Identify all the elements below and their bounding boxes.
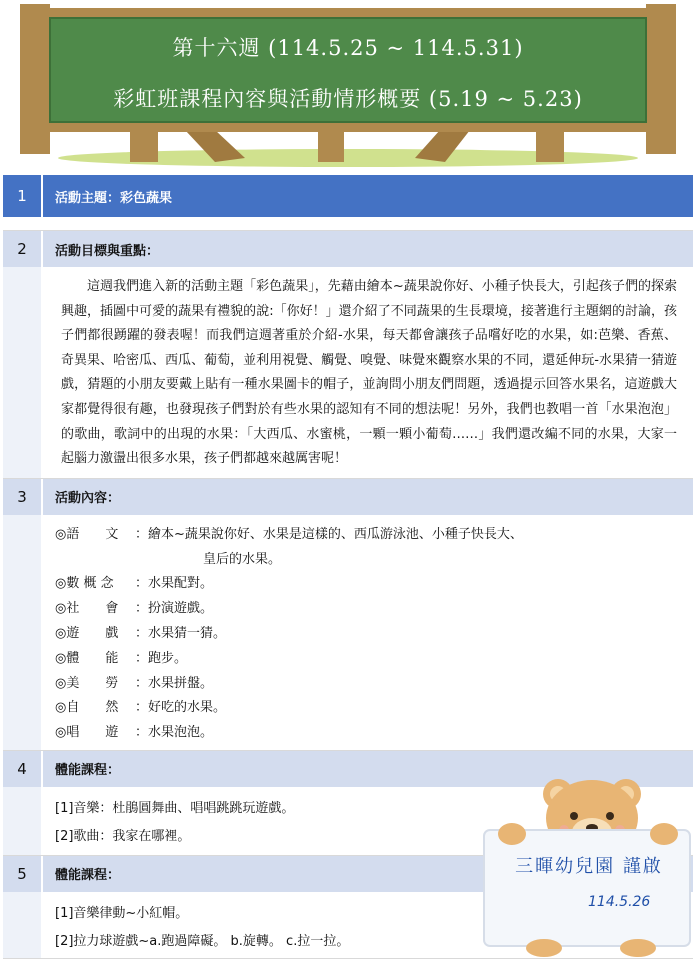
section-number: 4 [3, 751, 43, 787]
page-title: 第十六週 (114.5.25 ~ 114.5.31) [172, 36, 524, 60]
activity-item: ◎體 能 ：跑步。 [55, 650, 188, 666]
activity-item: ◎自 然 ：好吃的水果。 [55, 700, 227, 716]
activity-item: ◎數 概 念 ：水果配對。 [55, 576, 214, 592]
header-board [0, 0, 696, 170]
section-title: 體能課程： [55, 868, 121, 884]
section-2-header [3, 231, 693, 267]
school-name: 三暉幼兒園 謹啟 [515, 856, 663, 877]
section-3-body [3, 515, 693, 751]
section-2-body [3, 267, 693, 479]
section-title: 活動主題：彩色蔬果 [55, 190, 173, 206]
section-number: 5 [3, 856, 43, 892]
section-title: 體能課程： [55, 763, 121, 779]
activity-item: ◎社 會 ：扮演遊戲。 [55, 601, 214, 617]
section-title: 活動目標與重點： [55, 243, 160, 259]
section-title: 活動內容： [55, 491, 121, 507]
section-3-header [3, 479, 693, 515]
activity-item-continued: 皇后的水果。 [203, 551, 282, 567]
activity-item: ◎遊 戲 ：水果猜一猜。 [55, 625, 227, 641]
course-line: [1]音樂律動~小紅帽。 [55, 905, 189, 921]
section-number: 3 [3, 479, 43, 515]
section-number: 2 [3, 231, 43, 267]
course-line: [2]歌曲：我家在哪裡。 [55, 828, 191, 844]
section-number: 1 [3, 175, 43, 217]
activity-item: ◎唱 遊 ：水果泡泡。 [55, 725, 214, 741]
goal-paragraph: 這週我們進入新的活動主題「彩色蔬果」，先藉由繪本~蔬果說你好、小種子快長大，引起孩子們的探索興趣，插圖中可愛的蔬果有禮貌的說:「你好！」還介紹了不同蔬果的生長環境，接著進行主題網的討論，孩子們都很踴躍的發表喔！而我們這週著重於介紹-水果，每天都會讓孩子品嚐好吃的水果，如:芭樂、香蕉、奇異果、哈密瓜、西瓜、葡萄，並利用視覺、觸覺、嗅覺、味覺來觀察水果的不同，還延伸玩-水果猜一猜遊戲，猜題的小朋友要戴上貼有一種水果圖卡的帽子，並詢問小朋友們問題，透過提示回答水果名，這遊戲大家都覺得很有趣，也發現孩子們對於有些水果的認知有不同的想法呢！另外，我們也教唱一首「水果泡泡」的歌曲，歌詞中的出現的水果：「大西瓜、水蜜桃，一顆一顆小葡萄……」我們還改編不同的水果，大家一起腦力激盪出很多水果，孩子們都越來越厲害呢！ [61, 279, 677, 467]
course-line: [2]拉力球遊戲~a.跑過障礙。 b.旋轉。 c.拉一拉。 [55, 933, 350, 949]
sign-date: 114.5.26 [588, 894, 651, 910]
section-1-header [3, 175, 693, 217]
section-1-spacer [3, 217, 693, 231]
page-subtitle: 彩虹班課程內容與活動情形概要 (5.19 ~ 5.23) [113, 87, 583, 111]
activity-item: ◎語 文 ：繪本~蔬果說你好、水果是這樣的、西瓜游泳池、小種子快長大、 [55, 526, 523, 542]
bear-sign [478, 772, 696, 958]
activity-item: ◎美 勞 ：水果拼盤。 [55, 675, 214, 691]
course-line: [1]音樂：杜鵑圓舞曲、唱唱跳跳玩遊戲。 [55, 800, 295, 816]
